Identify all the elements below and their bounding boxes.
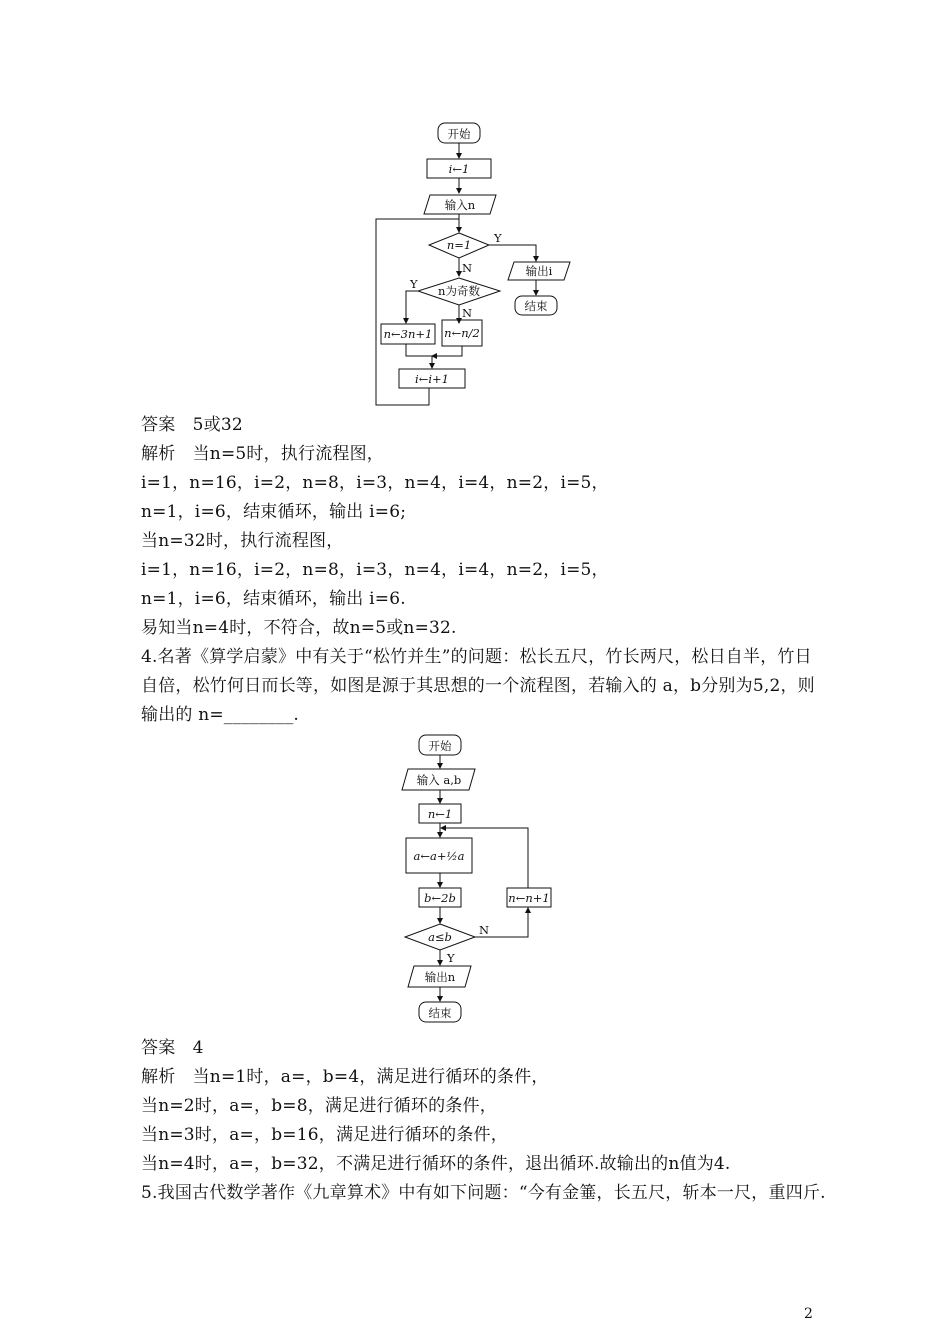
answer3-line5: i=1，n=16，i=2，n=8，i=3，n=4，i=4，n=2，i=5， — [141, 560, 609, 580]
answer3-line2: i=1，n=16，i=2，n=8，i=3，n=4，i=4，n=2，i=5， — [141, 473, 609, 493]
answer4-line1: 解析 当n=1时，a=，b=4，满足进行循环的条件， — [141, 1067, 549, 1087]
answer3-line6: n=1，i=6，结束循环，输出 i=6. — [141, 589, 406, 609]
yes-label-2b: Y — [447, 951, 455, 965]
answer4-line2: 当n=2时，a=，b=8，满足进行循环的条件， — [141, 1096, 497, 1116]
question4-line2: 自倍，松竹何日而长等，如图是源于其思想的一个流程图，若输入的 a，b分别为5,2，则 — [141, 676, 815, 696]
input-label: 输入n — [444, 198, 476, 212]
decision1-label: n=1 — [446, 238, 472, 252]
answer3-answer: 答案 5或32 — [141, 415, 243, 435]
no-label-2: N — [462, 306, 473, 320]
update-b-label: b←2b — [424, 891, 456, 905]
yes-label-1: Y — [494, 231, 502, 245]
end-label: 结束 — [524, 299, 548, 313]
decision2-label: n为奇数 — [438, 284, 480, 298]
flowchart-2 — [395, 732, 565, 1028]
init-label: i←1 — [448, 162, 470, 176]
answer3-line7: 易知当n=4时，不符合，故n=5或n=32. — [141, 618, 457, 638]
end-label-2: 结束 — [428, 1006, 452, 1020]
answer4-line4: 当n=4时，a=，b=32，不满足进行循环的条件，退出循环.故输出的n值为4. — [141, 1154, 731, 1174]
odd-branch-label: n←3n+1 — [383, 327, 433, 341]
answer3-line4: 当n=32时，执行流程图， — [141, 531, 344, 551]
start-label-2: 开始 — [428, 739, 452, 753]
increment-label-2: n←n+1 — [508, 891, 550, 905]
update-a-label: a←a+½a — [413, 849, 465, 863]
no-label-2b: N — [479, 923, 490, 937]
output-label: 输出i — [525, 264, 553, 278]
question4-line1: 4.名著《算学启蒙》中有关于“松竹并生”的问题：松长五尺，竹长两尺，松日自半，竹日 — [141, 647, 812, 667]
answer3-line3: n=1，i=6，结束循环，输出 i=6; — [141, 502, 407, 522]
page-number: 2 — [804, 1306, 813, 1322]
answer4-answer: 答案 4 — [141, 1038, 204, 1058]
no-label-1: N — [462, 261, 473, 275]
answer3-line1: 解析 当n=5时，执行流程图， — [141, 444, 385, 464]
init-label-2: n←1 — [427, 807, 453, 821]
output-label-2: 输出n — [424, 970, 456, 984]
yes-label-2: Y — [410, 277, 418, 291]
input-label-2: 输入 a,b — [416, 773, 462, 787]
decision-label-2: a≤b — [428, 930, 452, 944]
flowchart-1 — [370, 118, 600, 410]
question5-line1: 5.我国古代数学著作《九章算术》中有如下问题：“今有金箠，长五尺，斩本一尺，重四斤. — [141, 1183, 826, 1203]
start-label: 开始 — [447, 127, 471, 141]
increment-label: i←i+1 — [415, 372, 449, 386]
question4-line3: 输出的 n=________. — [141, 705, 300, 725]
answer4-line3: 当n=3时，a=，b=16，满足进行循环的条件， — [141, 1125, 508, 1145]
even-branch-label: n←n/2 — [444, 326, 480, 340]
